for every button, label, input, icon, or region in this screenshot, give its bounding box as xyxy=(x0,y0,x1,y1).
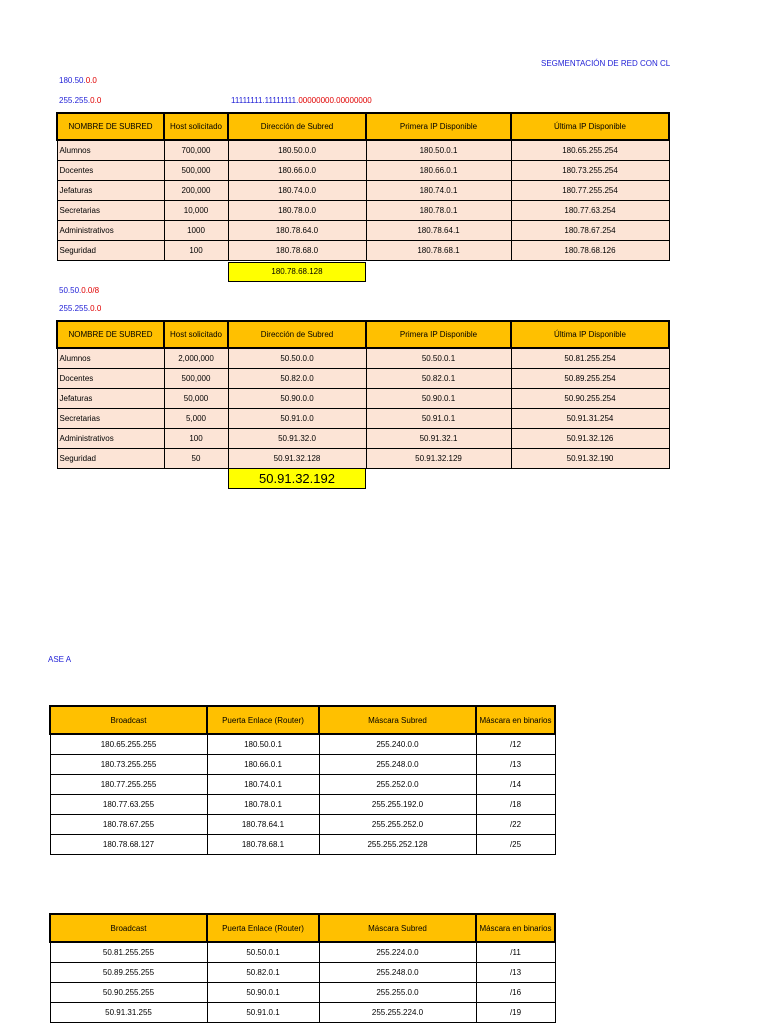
col-header: Broadcast xyxy=(50,914,207,942)
col-header: Host solicitado xyxy=(164,113,228,140)
table-row: Seguridad 100 180.78.68.0 180.78.68.1 180.78.68.126 xyxy=(57,240,669,260)
col-header: Dirección de Subred xyxy=(228,113,366,140)
table-row: Alumnos 2,000,000 50.50.0.0 50.50.0.1 50.81.255.254 xyxy=(57,348,669,368)
network-address: 50.50.0.0/8 xyxy=(59,286,100,295)
table-row: 50.89.255.255 50.82.0.1 255.248.0.0 /13 xyxy=(50,962,555,982)
table-row: Seguridad 50 50.91.32.128 50.91.32.129 50.91.32.190 xyxy=(57,448,669,468)
network-mask: 255.255.0.0 xyxy=(59,96,102,105)
broadcast-table-2 xyxy=(49,913,556,1023)
table-header-row xyxy=(57,321,669,348)
col-header: Puerta Enlace (Router) xyxy=(207,706,319,734)
table-row: 180.65.255.255 180.50.0.1 255.240.0.0 /12 xyxy=(50,734,555,754)
table-row: 180.78.68.127 180.78.68.1 255.255.252.128 /25 xyxy=(50,834,555,854)
col-header: Host solicitado xyxy=(164,321,228,348)
col-header: Máscara en binarios xyxy=(476,914,555,942)
col-header: Máscara Subred xyxy=(319,706,476,734)
col-header: Máscara Subred xyxy=(319,914,476,942)
col-header: Broadcast xyxy=(50,706,207,734)
col-header: Última IP Disponible xyxy=(511,113,669,140)
next-subnet-address: 50.91.32.192 xyxy=(228,468,366,489)
col-header: Puerta Enlace (Router) xyxy=(207,914,319,942)
next-subnet-address: 180.78.68.128 xyxy=(228,262,366,282)
broadcast-table-1 xyxy=(49,705,556,855)
table-row: Jefaturas 50,000 50.90.0.0 50.90.0.1 50.90.255.254 xyxy=(57,388,669,408)
col-header: Última IP Disponible xyxy=(511,321,669,348)
subnet-table-2 xyxy=(56,320,670,469)
table-row: 50.91.31.255 50.91.0.1 255.255.224.0 /19 xyxy=(50,1002,555,1022)
table-row: Docentes 500,000 180.66.0.0 180.66.0.1 180.73.255.254 xyxy=(57,160,669,180)
col-header: Dirección de Subred xyxy=(228,321,366,348)
table-row: 180.77.255.255 180.74.0.1 255.252.0.0 /14 xyxy=(50,774,555,794)
col-header: NOMBRE DE SUBRED xyxy=(57,113,164,140)
table-row: 180.73.255.255 180.66.0.1 255.248.0.0 /13 xyxy=(50,754,555,774)
table-row: Jefaturas 200,000 180.74.0.0 180.74.0.1 180.77.255.254 xyxy=(57,180,669,200)
table-header-row xyxy=(50,914,555,942)
col-header: Primera IP Disponible xyxy=(366,321,511,348)
table-row: 180.77.63.255 180.78.0.1 255.255.192.0 /18 xyxy=(50,794,555,814)
table-row: Secretarias 10,000 180.78.0.0 180.78.0.1 180.77.63.254 xyxy=(57,200,669,220)
table-row: 180.78.67.255 180.78.64.1 255.255.252.0 /22 xyxy=(50,814,555,834)
table-header-row xyxy=(50,706,555,734)
table-row: 50.81.255.255 50.50.0.1 255.224.0.0 /11 xyxy=(50,942,555,962)
document-title-continuation: ASE A xyxy=(48,655,72,664)
network-address: 180.50.0.0 xyxy=(59,76,97,85)
table-header-row xyxy=(57,113,669,140)
col-header: Primera IP Disponible xyxy=(366,113,511,140)
table-row: Secretarias 5,000 50.91.0.0 50.91.0.1 50.91.31.254 xyxy=(57,408,669,428)
table-row: Administrativos 1000 180.78.64.0 180.78.64.1 180.78.67.254 xyxy=(57,220,669,240)
col-header: NOMBRE DE SUBRED xyxy=(57,321,164,348)
document-title: SEGMENTACIÓN DE RED CON CL xyxy=(541,59,671,68)
col-header: Máscara en binarios xyxy=(476,706,555,734)
subnet-table-1 xyxy=(56,112,670,261)
network-mask: 255.255.0.0 xyxy=(59,304,102,313)
binary-mask: 11111111.11111111.00000000.00000000 xyxy=(231,96,372,105)
table-row: Administrativos 100 50.91.32.0 50.91.32.1 50.91.32.126 xyxy=(57,428,669,448)
table-row: Docentes 500,000 50.82.0.0 50.82.0.1 50.89.255.254 xyxy=(57,368,669,388)
table-row: Alumnos 700,000 180.50.0.0 180.50.0.1 180.65.255.254 xyxy=(57,140,669,160)
table-row: 50.90.255.255 50.90.0.1 255.255.0.0 /16 xyxy=(50,982,555,1002)
